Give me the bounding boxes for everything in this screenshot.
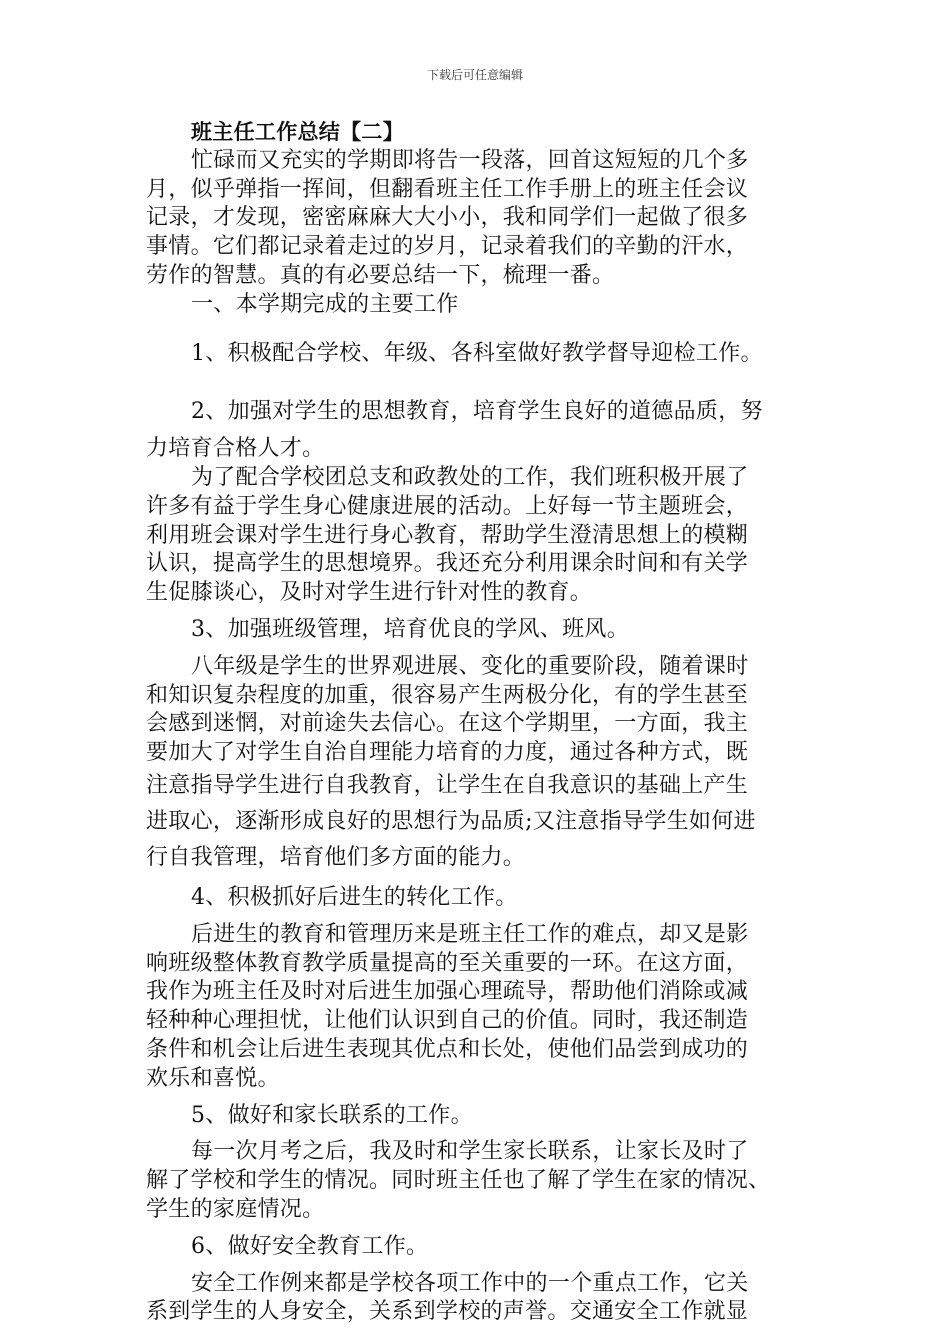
paragraph-line: 要加大了对学生自治自理能力培育的力度，通过各种方式，既 [146,740,749,766]
paragraph-line: 和知识复杂程度的加重，很容易产生两极分化，有的学生甚至 [146,682,749,708]
document-body [146,118,804,1327]
paragraph-line: 记录，才发现，密密麻麻大大小小，我和同学们一起做了很多 [146,205,749,231]
paragraph-line: 轻种种心理担忧，让他们认识到自己的价值。同时，我还制造 [146,1008,749,1034]
item-heading: 3、加强班级管理，培育优良的学风、班风。 [191,616,629,642]
paragraph-line: 后进生的教育和管理历来是班主任工作的难点，却又是影 [191,921,749,947]
paragraph-line: 劳作的智慧。真的有必要总结一下，梳理一番。 [146,262,615,288]
paragraph-line: 为了配合学校团总支和政教处的工作，我们班积极开展了 [191,464,749,490]
paragraph-line: 认识，提高学生的思想境界。我还充分利用课余时间和有关学 [146,551,749,577]
paragraph-line: 系到学生的人身安全，关系到学校的声誉。交通安全工作就显 [146,1299,749,1325]
paragraph-line: 条件和机会让后进生表现其优点和长处，使他们品尝到成功的 [146,1036,749,1062]
paragraph-line: 忙碌而又充实的学期即将告一段落，回首这短短的几个多 [191,147,749,173]
document-title: 班主任工作总结【二】 [191,120,404,144]
item-heading: 1、积极配合学校、年级、各科室做好教学督导迎检工作。 [191,340,763,366]
paragraph-line: 欢乐和喜悦。 [146,1065,280,1091]
page-header-note: 下载后可任意编辑 [426,68,523,82]
paragraph-line: 力培育合格人才。 [146,436,325,462]
paragraph-line: 利用班会课对学生进行身心教育，帮助学生澄清思想上的模糊 [146,522,749,548]
paragraph-line: 生促膝谈心，及时对学生进行针对性的教育。 [146,580,593,606]
item-heading: 5、做好和家长联系的工作。 [191,1102,473,1128]
paragraph-line: 注意指导学生进行自我教育，让学生在自我意识的基础上产生 [146,772,749,798]
item-heading: 6、做好安全教育工作。 [191,1233,429,1259]
paragraph-line: 安全工作例来都是学校各项工作中的一个重点工作，它关 [191,1270,749,1296]
paragraph-line: 事情。它们都记录着走过的岁月，记录着我们的辛勤的汗水， [146,234,749,260]
paragraph-line: 学生的家庭情况。 [146,1196,325,1222]
item-heading: 4、积极抓好后进生的转化工作。 [191,884,518,910]
section-heading: 一、本学期完成的主要工作 [191,291,459,317]
paragraph-line: 解了学校和学生的情况。同时班主任也了解了学生在家的情况、 [146,1168,771,1194]
item-heading: 2、加强对学生的思想教育，培育学生良好的道德品质，努 [191,399,763,425]
paragraph-line: 响班级整体教育教学质量提高的至关重要的一环。在这方面， [146,950,749,976]
paragraph-line: 八年级是学生的世界观进展、变化的重要阶段，随着课时 [191,653,749,679]
paragraph-line: 我作为班主任及时对后进生加强心理疏导，帮助他们消除或减 [146,979,749,1005]
paragraph-line: 会感到迷惘，对前途失去信心。在这个学期里，一方面，我主 [146,711,749,737]
paragraph-line: 每一次月考之后，我及时和学生家长联系，让家长及时了 [191,1139,749,1165]
paragraph-line: 进取心，逐渐形成良好的思想行为品质;又注意指导学生如何进 [146,808,756,834]
paragraph-line: 行自我管理，培育他们多方面的能力。 [146,844,526,870]
paragraph-line: 许多有益于学生身心健康进展的活动。上好每一节主题班会， [146,493,749,519]
paragraph-line: 月，似乎弹指一挥间，但翻看班主任工作手册上的班主任会议 [146,176,749,202]
